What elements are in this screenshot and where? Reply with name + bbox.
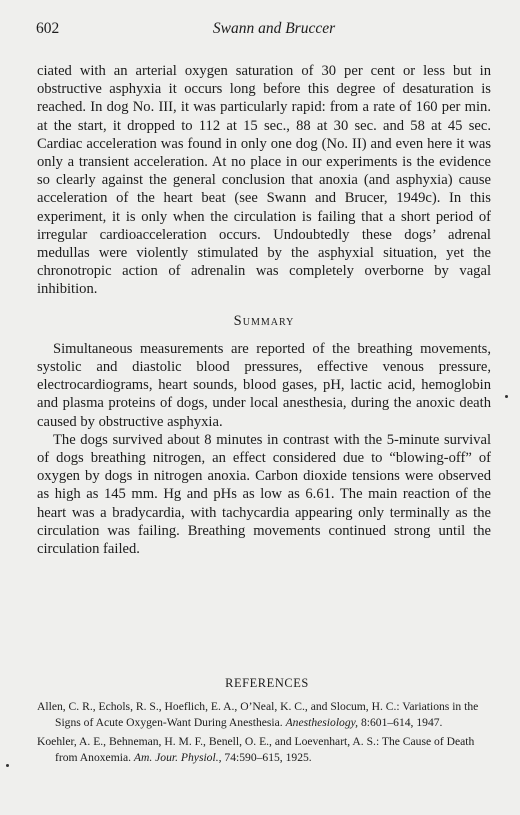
reference-entry bbox=[37, 734, 497, 765]
reference-entry bbox=[37, 699, 497, 730]
running-head: Swann and Bruccer bbox=[212, 20, 336, 37]
page-header bbox=[36, 20, 492, 40]
summary-paragraph: Simultaneous measurements are reported of the breathing movements, systolic and diastolic blood pressures, effective venous pressure, electrocardiograms, heart sounds, blood gases, pH, lactic acid, hemoglobin and plasma proteins of dogs, under local anesthesia, during the anoxic death caused by obstructive asphyxia. bbox=[37, 340, 491, 430]
reference-authors-title: Koehler, A. E., Behneman, H. M. F., Benell, O. E., and Loevenhart, A. S.: The Cause of Death from Anoxemia. bbox=[37, 735, 475, 764]
print-speck bbox=[505, 395, 508, 398]
summary-heading: Summary bbox=[233, 312, 295, 329]
references-section bbox=[37, 676, 497, 769]
reference-citation: 8:601–614, 1947. bbox=[360, 715, 443, 729]
body-paragraph: ciated with an arterial oxygen saturation of 30 per cent or less but in obstructive asphyxia it occurs long before this degree of desaturation is reached. In dog No. III, it was particularly rapid: from a rate of 160 per min. at the start, it dropped to 112 at 15 sec., 88 at 30 sec. and 58 at 45 sec. Cardiac acceleration was found in only one dog (No. II) and even here it was only a transient acceleration. At no place in our experiments is the evidence so clearly against the general conclusion that anoxia (and asphyxia) cause acceleration of the heart beat (see Swann and Brucer, 1949c). In this experiment, it is only when the circulation is failing that a short period of irregular cardioacceleration occurs. Undoubtedly these dogs’ adrenal medullas were violently stimulated by the asphyxial situation, yet the chronotropic action of adrenalin was completely overborne by vagal inhibition. bbox=[37, 63, 491, 298]
references-heading: REFERENCES bbox=[225, 676, 309, 690]
reference-authors-title: Allen, C. R., Echols, R. S., Hoeflich, E. A., O’Neal, K. C., and Slocum, H. C.: Variations in the Signs of Acute Oxygen-Want During Anesthesia. bbox=[37, 700, 479, 729]
page-number: 602 bbox=[36, 20, 60, 37]
reference-journal: Anesthesiology, bbox=[285, 715, 359, 729]
reference-citation: 74:590–615, 1925. bbox=[224, 750, 312, 764]
reference-journal: Am. Jour. Physiol., bbox=[133, 750, 222, 764]
body-text bbox=[37, 62, 491, 558]
print-speck bbox=[6, 764, 9, 767]
summary-paragraph: The dogs survived about 8 minutes in contrast with the 5-minute survival of dogs breathing nitrogen, an effect considered due to “blowing-off” of oxygen by dogs in nitrogen anoxia. Carbon dioxide tensions were observed as high as 145 mm. Hg and pHs as low as 6.61. The main reaction of the heart was a bradycardia, with tachycardia appearing only terminally as the circulation was failing. Breathing movements continued strong until the circulation failed. bbox=[37, 431, 491, 558]
